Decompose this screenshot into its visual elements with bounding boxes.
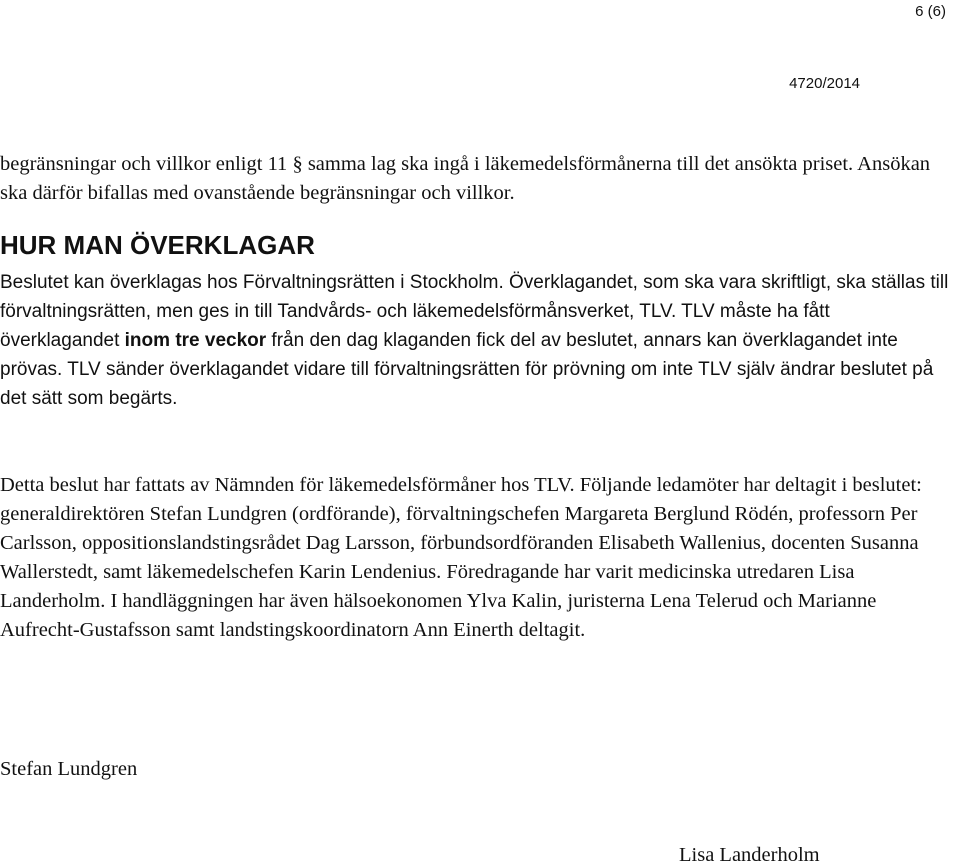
- intro-text-end: samma lag ska ingå i läkemedelsförmånerna till det ansökta priset. Ansökan ska därför bifallas med ovanstående begränsningar och villkor.: [0, 153, 931, 204]
- diary-number: 4720/2014: [789, 75, 860, 92]
- appeal-text-start: Beslutet kan överklagas hos Förvaltningsrätten i Stockholm. Överklagandet, som ska vara skriftligt, ska ställas till förvaltningsrätten, men ges in till Tandvårds- och läkemedelsförmånsverket, TLV. TLV måste ha fått överklagandet: [0, 272, 949, 351]
- signature-chair: Stefan Lundgren: [0, 758, 138, 780]
- appeal-heading: HUR MAN ÖVERKLAGAR: [0, 230, 315, 260]
- signature-rapporteur: Lisa Landerholm: [679, 844, 820, 866]
- intro-paragraph: [0, 150, 950, 208]
- intro-text-start: begränsningar och villkor enligt 11: [0, 153, 293, 175]
- appeal-text-end: från den dag klaganden fick del av beslutet, annars kan överklagandet inte prövas. TLV sänder överklagandet vidare till förvaltningsrätten för prövning om inte TLV själv ändrar beslutet på det sätt som begärts.: [0, 330, 934, 409]
- appeal-paragraph: [0, 268, 950, 413]
- appeal-deadline: inom tre veckor: [124, 330, 267, 351]
- decision-paragraph: Detta beslut har fattats av Nämnden för läkemedelsförmåner hos TLV. Följande ledamöter har deltagit i beslutet: generaldirektören Stefan Lundgren (ordförande), förvaltningschefen Margareta Berglund Rödén, professorn Per Carlsson, oppositionslandstingsrådet Dag Larsson, förbundsordföranden Elisabeth Wallenius, docenten Susanna Wallerstedt, samt läkemedelschefen Karin Lendenius. Föredragande har varit medicinska utredaren Lisa Landerholm. I handläggningen har även hälsoekonomen Ylva Kalin, juristerna Lena Telerud och Marianne Aufrecht-Gustafsson samt landstingskoordinatorn Ann Einerth deltagit.: [0, 474, 922, 641]
- section-sign: §: [292, 153, 303, 175]
- page-number: 6 (6): [915, 3, 946, 20]
